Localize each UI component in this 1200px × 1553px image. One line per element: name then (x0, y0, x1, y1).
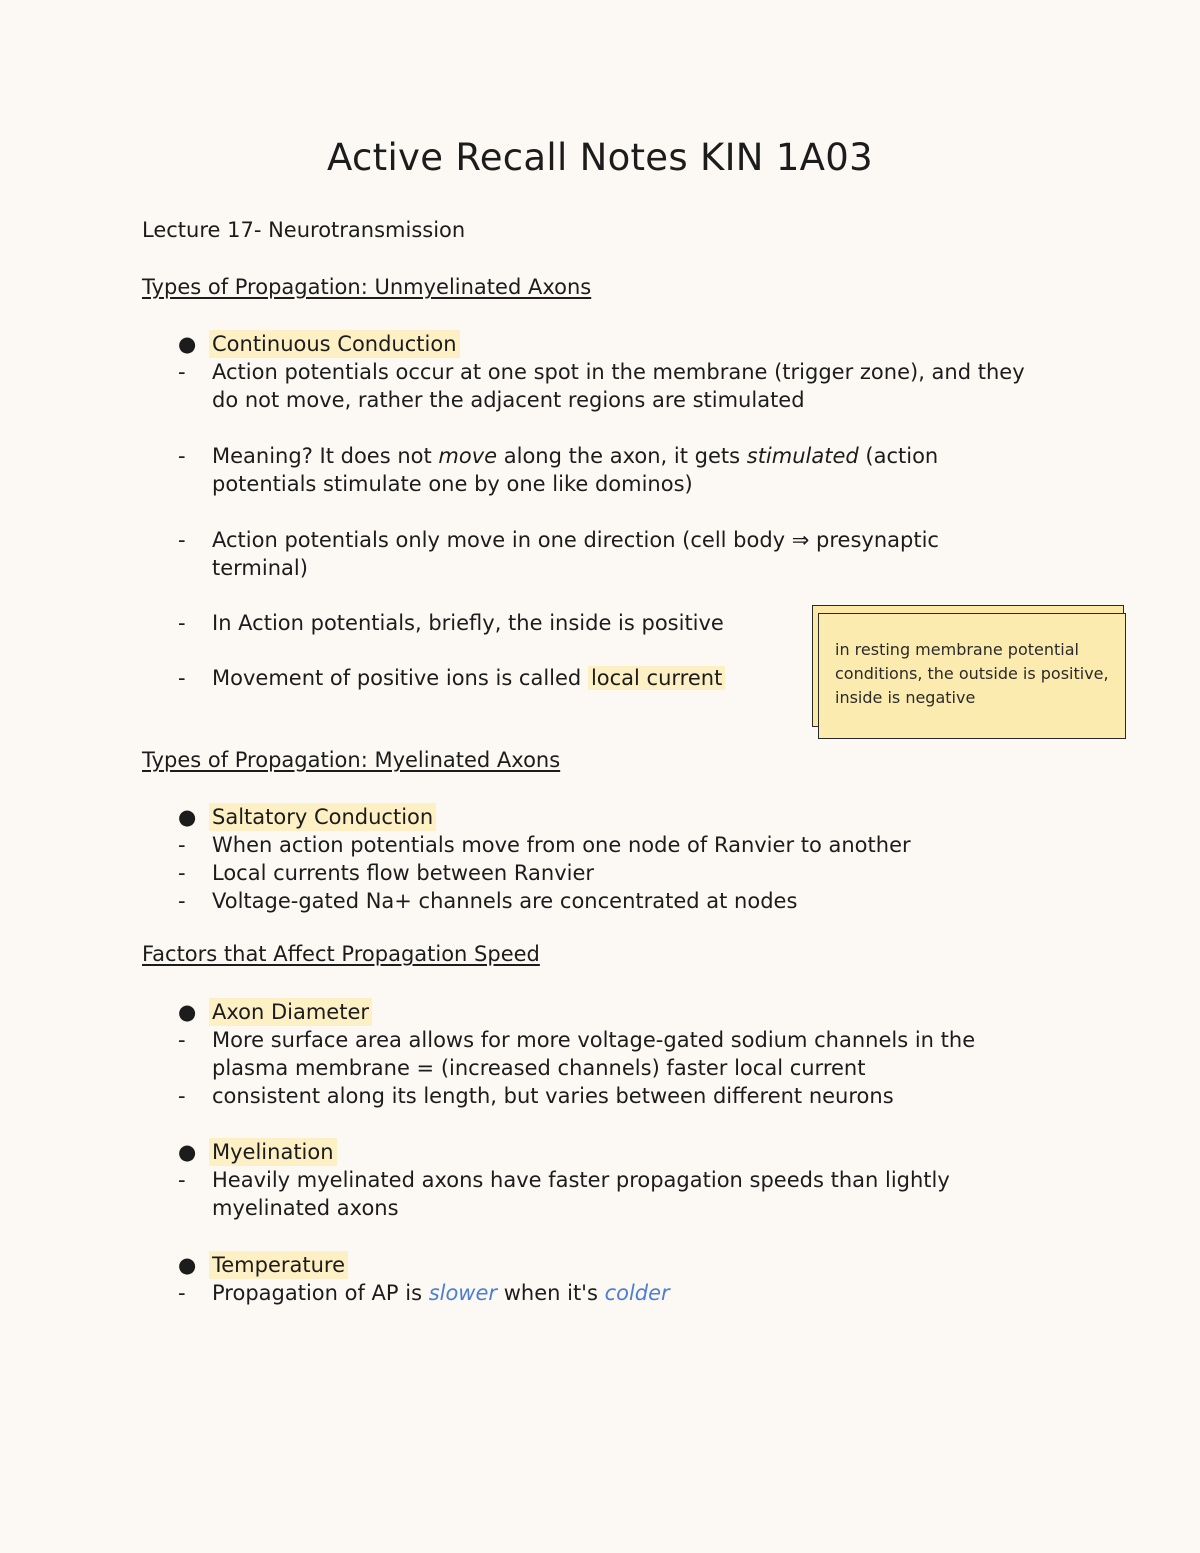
bullet-dot-icon: ● (178, 332, 197, 356)
list-item-text: More surface area allows for more voltage-gated sodium channels in the plasma membrane = (increased channels) faster local current (212, 1028, 976, 1080)
bullet-dot-icon: ● (178, 1253, 197, 1277)
bullet-dot-icon: ● (178, 1000, 197, 1024)
sticky-note: in resting membrane potential conditions, the outside is positive, inside is negative (818, 613, 1126, 739)
dash-icon: - (178, 1028, 186, 1052)
dash-icon: - (178, 611, 186, 635)
list-item-text: In Action potentials, briefly, the inside is positive (212, 611, 724, 635)
bullet-label: Myelination (209, 1138, 337, 1166)
dash-icon: - (178, 889, 186, 913)
dash-icon: - (178, 444, 186, 468)
list-item-text: When action potentials move from one node of Ranvier to another (212, 833, 911, 857)
emphasis-colder: colder (604, 1281, 670, 1305)
bullet-label: Saltatory Conduction (209, 803, 436, 831)
list-item-text: Heavily myelinated axons have faster propagation speeds than lightly myelinated axons (212, 1168, 950, 1220)
bullet-label: Continuous Conduction (209, 330, 460, 358)
list-item-text: Propagation of AP is slower when it's colder (212, 1281, 670, 1305)
emphasis-stimulated: stimulated (746, 444, 859, 468)
section-heading-myelinated: Types of Propagation: Myelinated Axons (142, 748, 561, 772)
section-heading-unmyelinated: Types of Propagation: Unmyelinated Axons (142, 275, 592, 299)
page-title: Active Recall Notes KIN 1A03 (327, 136, 873, 179)
dash-icon: - (178, 666, 186, 690)
section-heading-factors: Factors that Affect Propagation Speed (142, 942, 540, 966)
bullet-dot-icon: ● (178, 1140, 197, 1164)
list-item-text: Action potentials occur at one spot in the membrane (trigger zone), and they do not move, rather the adjacent regions are stimulated (212, 360, 1025, 412)
dash-icon: - (178, 1281, 186, 1305)
bullet-dot-icon: ● (178, 805, 197, 829)
list-item-text: Movement of positive ions is called local current (212, 664, 792, 692)
dash-icon: - (178, 528, 186, 552)
list-item-text: Voltage-gated Na+ channels are concentrated at nodes (212, 889, 798, 913)
dash-icon: - (178, 1084, 186, 1108)
list-item-text: Meaning? It does not move along the axon, it gets stimulated (action potentials stimulate one by one like dominos) (212, 444, 939, 496)
bullet-label: Temperature (209, 1251, 348, 1279)
list-item-text: consistent along its length, but varies between different neurons (212, 1084, 894, 1108)
dash-icon: - (178, 833, 186, 857)
list-item-text: Local currents flow between Ranvier (212, 861, 595, 885)
list-item-text: Action potentials only move in one direction (cell body ⇒ presynaptic terminal) (212, 528, 939, 580)
bullet-label: Axon Diameter (209, 998, 372, 1026)
highlight-local-current: local current (588, 666, 725, 690)
dash-icon: - (178, 360, 186, 384)
dash-icon: - (178, 1168, 186, 1192)
emphasis-slower: slower (428, 1281, 498, 1305)
emphasis-move: move (438, 444, 498, 468)
dash-icon: - (178, 861, 186, 885)
lecture-subtitle: Lecture 17- Neurotransmission (142, 218, 466, 242)
